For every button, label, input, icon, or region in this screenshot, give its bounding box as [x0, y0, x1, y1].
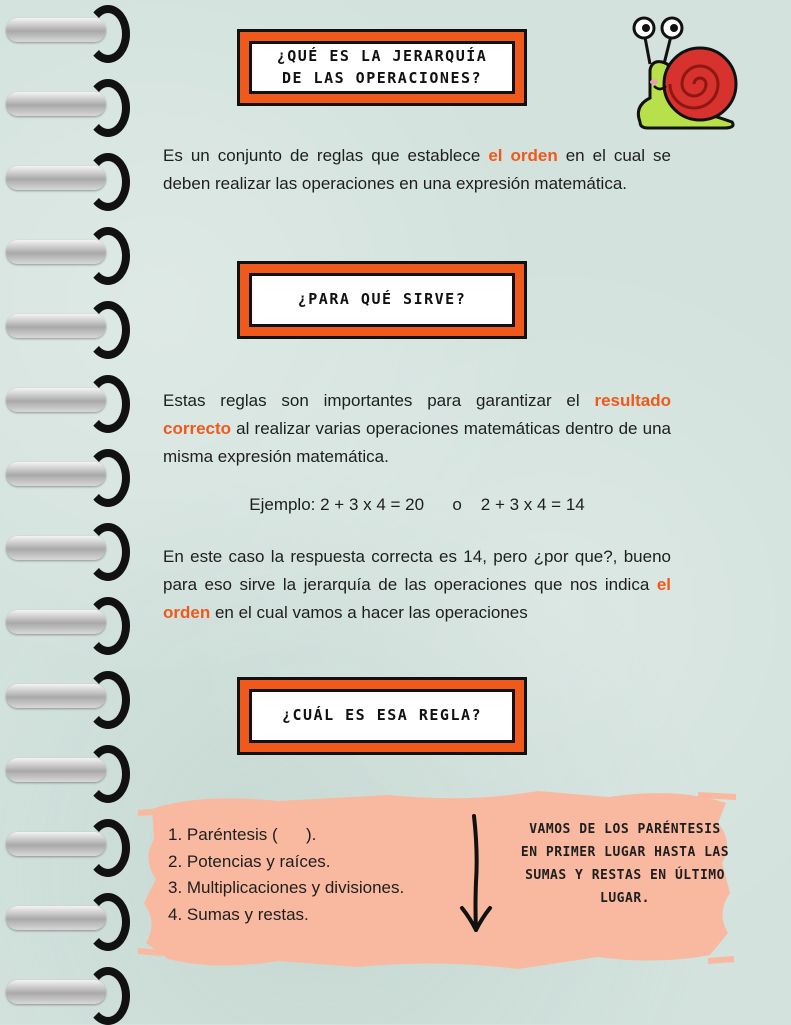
spiral-ring	[0, 153, 140, 203]
spiral-ring	[0, 79, 140, 129]
spiral-ring-hook	[86, 967, 130, 1025]
heading-box-definition	[237, 29, 527, 106]
snail-icon	[628, 10, 740, 132]
rule-item-addition: 4. Sumas y restas.	[168, 904, 309, 924]
spiral-ring	[0, 523, 140, 573]
spiral-ring-hook	[86, 893, 130, 951]
heading-rule: ¿CUÁL ES ESA REGLA?	[249, 689, 515, 743]
spiral-ring-hook	[86, 5, 130, 63]
spiral-ring-hook	[86, 301, 130, 359]
definition-text-end: en el cual se deben realizar las operaciones en una expresión matemática.	[163, 146, 671, 193]
heading-box-purpose	[237, 261, 527, 339]
purpose-text-end: al realizar varias operaciones matemáticas dentro de una misma expresión matemática.	[163, 419, 671, 466]
spiral-binding	[0, 0, 140, 1024]
spiral-ring-hook	[86, 375, 130, 433]
spiral-ring-hook	[86, 819, 130, 877]
down-arrow-icon	[458, 812, 494, 937]
example-equation: Ejemplo: 2 + 3 x 4 = 20 o 2 + 3 x 4 = 14	[249, 495, 585, 514]
rule-item-parentheses: 1. Paréntesis ( ).	[168, 825, 317, 844]
spiral-ring-hook	[86, 227, 130, 285]
heading-definition: ¿QUÉ ES LA JERARQUÍA DE LAS OPERACIONES?	[249, 41, 515, 94]
spiral-ring	[0, 597, 140, 647]
heading-box-rule	[237, 677, 527, 755]
heading-purpose: ¿PARA QUÉ SIRVE?	[249, 273, 515, 327]
spiral-ring	[0, 301, 140, 351]
explanation-text-end: en el cual vamos a hacer las operaciones	[210, 603, 528, 622]
rules-list	[168, 822, 404, 928]
definition-text-start: Es un conjunto de reglas que establece	[163, 146, 489, 165]
explanation-text-start: En este caso la respuesta correcta es 14, pero ¿por que?, bueno para eso sirve la jerarquía de las operaciones que nos indica	[163, 547, 671, 594]
spiral-ring	[0, 449, 140, 499]
spiral-ring	[0, 893, 140, 943]
spiral-ring	[0, 671, 140, 721]
spiral-ring-hook	[86, 449, 130, 507]
purpose-highlight: resultado correcto	[163, 391, 671, 438]
spiral-ring-hook	[86, 153, 130, 211]
spiral-ring-hook	[86, 745, 130, 803]
order-note: VAMOS DE LOS PARÉNTESIS EN PRIMER LUGAR HASTA LAS SUMAS Y RESTAS EN ÚLTIMO LUGAR.	[520, 822, 730, 906]
rule-item-powers: 2. Potencias y raíces.	[168, 851, 331, 871]
spiral-ring-hook	[86, 79, 130, 137]
explanation-paragraph	[163, 543, 671, 627]
spiral-ring	[0, 227, 140, 277]
spiral-ring-hook	[86, 523, 130, 581]
spiral-ring	[0, 745, 140, 795]
purpose-paragraph	[163, 387, 671, 471]
spiral-ring-hook	[86, 597, 130, 655]
spiral-ring	[0, 375, 140, 425]
spiral-ring-hook	[86, 671, 130, 729]
rule-item-multiplication: 3. Multiplicaciones y divisiones.	[168, 878, 405, 897]
spiral-ring	[0, 967, 140, 1017]
spiral-ring	[0, 819, 140, 869]
spiral-ring	[0, 5, 140, 55]
purpose-text-start: Estas reglas son importantes para garantizar el	[163, 391, 595, 410]
definition-highlight: el orden	[488, 146, 558, 165]
definition-paragraph	[163, 142, 671, 198]
explanation-highlight: el orden	[163, 575, 671, 622]
